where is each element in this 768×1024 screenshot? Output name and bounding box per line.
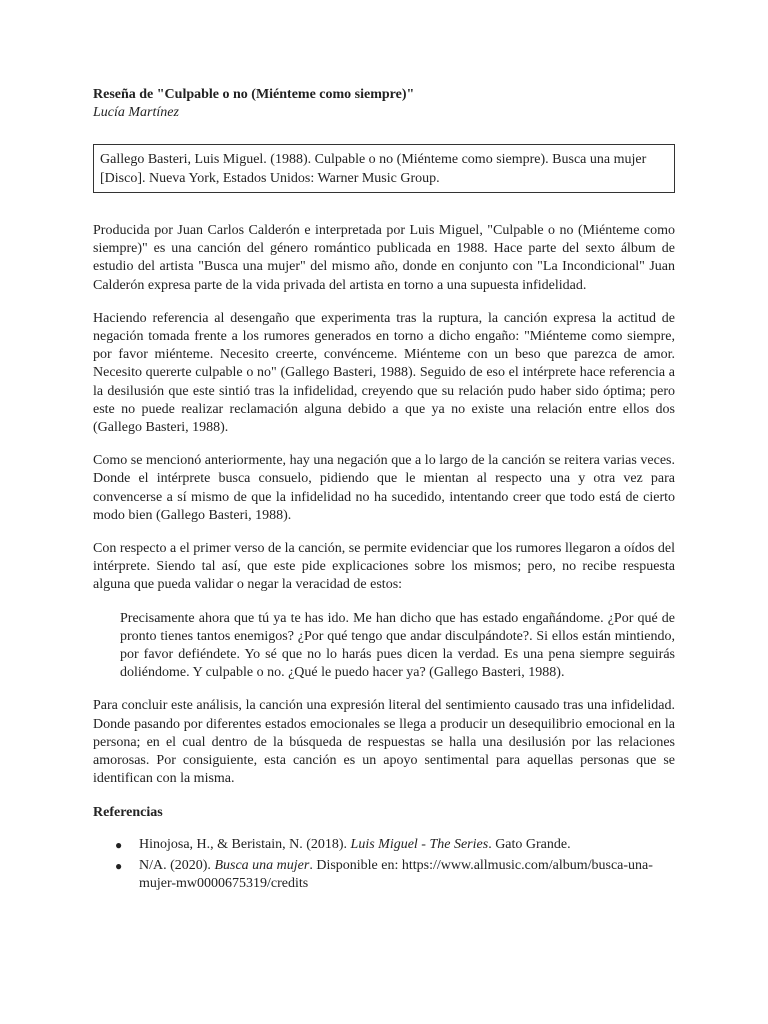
reference-text: . Gato Grande.	[488, 837, 571, 853]
reference-text: Hinojosa, H., & Beristain, N. (2018).	[139, 837, 351, 853]
paragraph-first-verse: Con respecto a el primer verso de la canción, se permite evidenciar que los rumores llegaron a oídos del intérprete. Siendo tal así, que este pide explicaciones sobre los mismos; pero, no recibe respuesta alguna que pueda validar o negar la veracidad de estos:	[93, 541, 675, 593]
reference-text: . Disponible en: https://www.allmusic.com/album/busca-una-mujer-mw0000675319/credits	[139, 857, 653, 892]
reference-title: Luis Miguel - The Series	[350, 837, 489, 853]
bullet-icon: ●	[115, 858, 123, 873]
paragraph-intro: Producida por Juan Carlos Calderón e interpretada por Luis Miguel, "Culpable o no (Miénteme como siempre)" es una canción del género romántico publicada en 1988. Hace parte del sexto álbum de estudio del artista "Busca una mujer" del mismo año, donde en conjunto con "La Incondicional" Juan Calderón expresa parte de la vida privada del artista en torno a una supuesta infidelidad.	[93, 223, 675, 293]
document-body	[93, 86, 675, 896]
review-title: Reseña de "Culpable o no (Miénteme como siempre)"	[93, 87, 415, 102]
bullet-icon: ●	[115, 838, 123, 853]
citation-box: Gallego Basteri, Luis Miguel. (1988). Culpable o no (Miénteme como siempre). Busca una mujer [Disco]. Nueva York, Estados Unidos: Warner Music Group.	[93, 144, 675, 193]
references-list	[93, 836, 675, 893]
reference-item	[93, 836, 675, 854]
reference-item	[93, 857, 675, 894]
paragraph-breakup: Haciendo referencia al desengaño que experimenta tras la ruptura, la canción expresa la actitud de negación tomada frente a los rumores generados en torno a dicho engaño: "Miénteme como siempre, por favor miénteme. Necesito creerte, convénceme. Miénteme con un beso que parezca de amor. Necesito quererte culpable o no" (Gallego Basteri, 1988). Seguido de eso el intérprete hace referencia a la desilusión que este sintió tras la infidelidad, creyendo que su relación pudo haber sido óptima; pero este no puede realizar reclamación alguna debido a que ya no existe una relación entre ellos dos (Gallego Basteri, 1988).	[93, 310, 675, 436]
reference-title: Busca una mujer	[214, 857, 310, 873]
references-heading: Referencias	[93, 805, 163, 821]
reference-text: N/A. (2020).	[139, 857, 215, 873]
lyrics-block-quote: Precisamente ahora que tú ya te has ido. Me han dicho que has estado engañándome. ¿Por qué de pronto tienes tantos enemigos? ¿Por qué tengo que andar disculpándote?. Si ellos están mintiendo, por favor defiéndete. Yo sé que no lo harás pues dicen la verdad. Es una pena siempre seguirás doliéndome. Y culpable o no. ¿Qué le puedo hacer ya? (Gallego Basteri, 1988).	[120, 610, 675, 681]
paragraph-denial: Como se mencionó anteriormente, hay una negación que a lo largo de la canción se reitera varias veces. Donde el intérprete busca consuelo, pidiendo que le mientan al respecto una y otra vez para convencerse a sí mismo de que la infidelidad no ha sucedido, intentando creer que todo está de cierto modo bien (Gallego Basteri, 1988).	[93, 453, 675, 523]
author-name: Lucía Martínez	[93, 105, 179, 120]
paragraph-conclusion: Para concluir este análisis, la canción una expresión literal del sentimiento causado tras una infidelidad. Donde pasando por diferentes estados emocionales se llega a producir un desequilibrio emocional en la persona; en el cual dentro de la búsqueda de respuestas se halla una desilusión por las relaciones amorosas. Por consiguiente, esta canción es un apoyo sentimental para aquellas personas que se identifican con la misma.	[93, 698, 675, 787]
